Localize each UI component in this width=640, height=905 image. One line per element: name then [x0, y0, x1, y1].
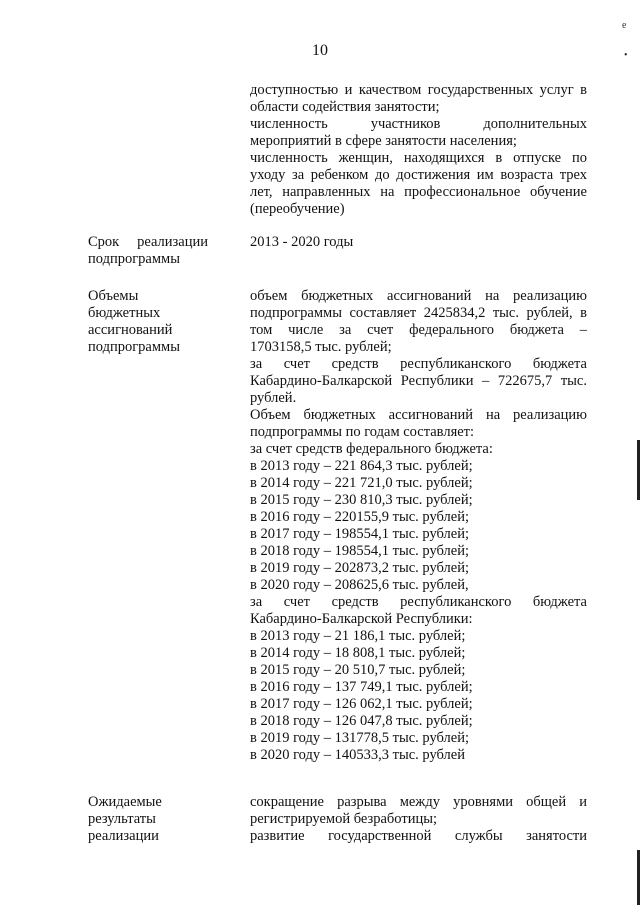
- text-line: в 2014 году – 221 721,0 тыс. рублей;: [250, 475, 473, 491]
- text-line: подпрограммы по годам составляет:: [250, 424, 475, 440]
- term-label: [88, 234, 208, 268]
- text-line: за счет средств республиканского бюджета: [250, 356, 587, 372]
- budget-label: [88, 288, 208, 356]
- text-line: за счет средств федерального бюджета:: [250, 441, 493, 457]
- results-text: [250, 794, 587, 845]
- text-line: в 2013 году – 21 186,1 тыс. рублей;: [250, 628, 466, 644]
- text-line: в 2020 году – 208625,6 тыс. рублей,: [250, 577, 469, 593]
- text-line: подпрограммы составляет 2425834,2 тыс. рублей, в: [250, 305, 587, 321]
- text-line: объем бюджетных ассигнований на реализацию: [250, 288, 587, 304]
- text-line: в 2015 году – 230 810,3 тыс. рублей;: [250, 492, 473, 508]
- label-line: Ожидаемые: [88, 794, 162, 810]
- text-line: в 2019 году – 131778,5 тыс. рублей;: [250, 730, 470, 746]
- margin-mark: e: [622, 20, 627, 31]
- text-line: в 2013 году – 221 864,3 тыс. рублей;: [250, 458, 473, 474]
- text-line: Объем бюджетных ассигнований на реализацию: [250, 407, 587, 423]
- text-line: в 2016 году – 137 749,1 тыс. рублей;: [250, 679, 473, 695]
- label-line: Срок реализации: [88, 234, 208, 250]
- label-line: Объемы: [88, 288, 139, 304]
- budget-text: [250, 288, 587, 764]
- text-line: в 2014 году – 18 808,1 тыс. рублей;: [250, 645, 466, 661]
- text-line: Кабардино-Балкарской Республики:: [250, 611, 473, 627]
- continued-text: [250, 82, 587, 218]
- text-line: области содействия занятости;: [250, 99, 440, 115]
- text-line: численность участников дополнительных: [250, 116, 587, 132]
- text-line: в 2020 году – 140533,3 тыс. рублей: [250, 747, 465, 763]
- text-line: в 2019 году – 202873,2 тыс. рублей;: [250, 560, 470, 576]
- text-line: доступностью и качеством государственных услуг в: [250, 82, 587, 98]
- text-line: в 2018 году – 126 047,8 тыс. рублей;: [250, 713, 473, 729]
- text-line: 2013 - 2020 годы: [250, 234, 354, 250]
- label-line: ассигнований: [88, 322, 173, 338]
- text-line: за счет средств республиканского бюджета: [250, 594, 587, 610]
- margin-mark: •: [624, 50, 628, 61]
- label-line: результаты: [88, 811, 156, 827]
- text-line: лет, направленных на профессиональное обучение: [250, 184, 587, 200]
- text-line: сокращение разрыва между уровнями общей и: [250, 794, 587, 810]
- text-line: регистрируемой безработицы;: [250, 811, 437, 827]
- text-line: уходу за ребенком до достижения им возраста трех: [250, 167, 587, 183]
- text-line: в 2018 году – 198554,1 тыс. рублей;: [250, 543, 470, 559]
- text-line: рублей.: [250, 390, 297, 406]
- text-line: 1703158,5 тыс. рублей;: [250, 339, 392, 355]
- text-line: развитие государственной службы занятости: [250, 828, 587, 844]
- term-value: [250, 234, 587, 251]
- label-line: бюджетных: [88, 305, 161, 321]
- text-line: в 2015 году – 20 510,7 тыс. рублей;: [250, 662, 466, 678]
- text-line: численность женщин, находящихся в отпуске по: [250, 150, 587, 166]
- page-number: 10: [312, 42, 328, 59]
- text-line: в 2017 году – 126 062,1 тыс. рублей;: [250, 696, 473, 712]
- label-line: подпрограммы: [88, 251, 180, 267]
- label-line: реализации: [88, 828, 159, 844]
- results-label: [88, 794, 208, 845]
- text-line: в 2017 году – 198554,1 тыс. рублей;: [250, 526, 470, 542]
- text-line: мероприятий в сфере занятости населения;: [250, 133, 517, 149]
- text-line: (переобучение): [250, 201, 345, 217]
- text-line: в 2016 году – 220155,9 тыс. рублей;: [250, 509, 470, 525]
- label-line: подпрограммы: [88, 339, 180, 355]
- text-line: Кабардино-Балкарской Республики – 722675,7 тыс.: [250, 373, 587, 389]
- text-line: том числе за счет федерального бюджета –: [250, 322, 587, 338]
